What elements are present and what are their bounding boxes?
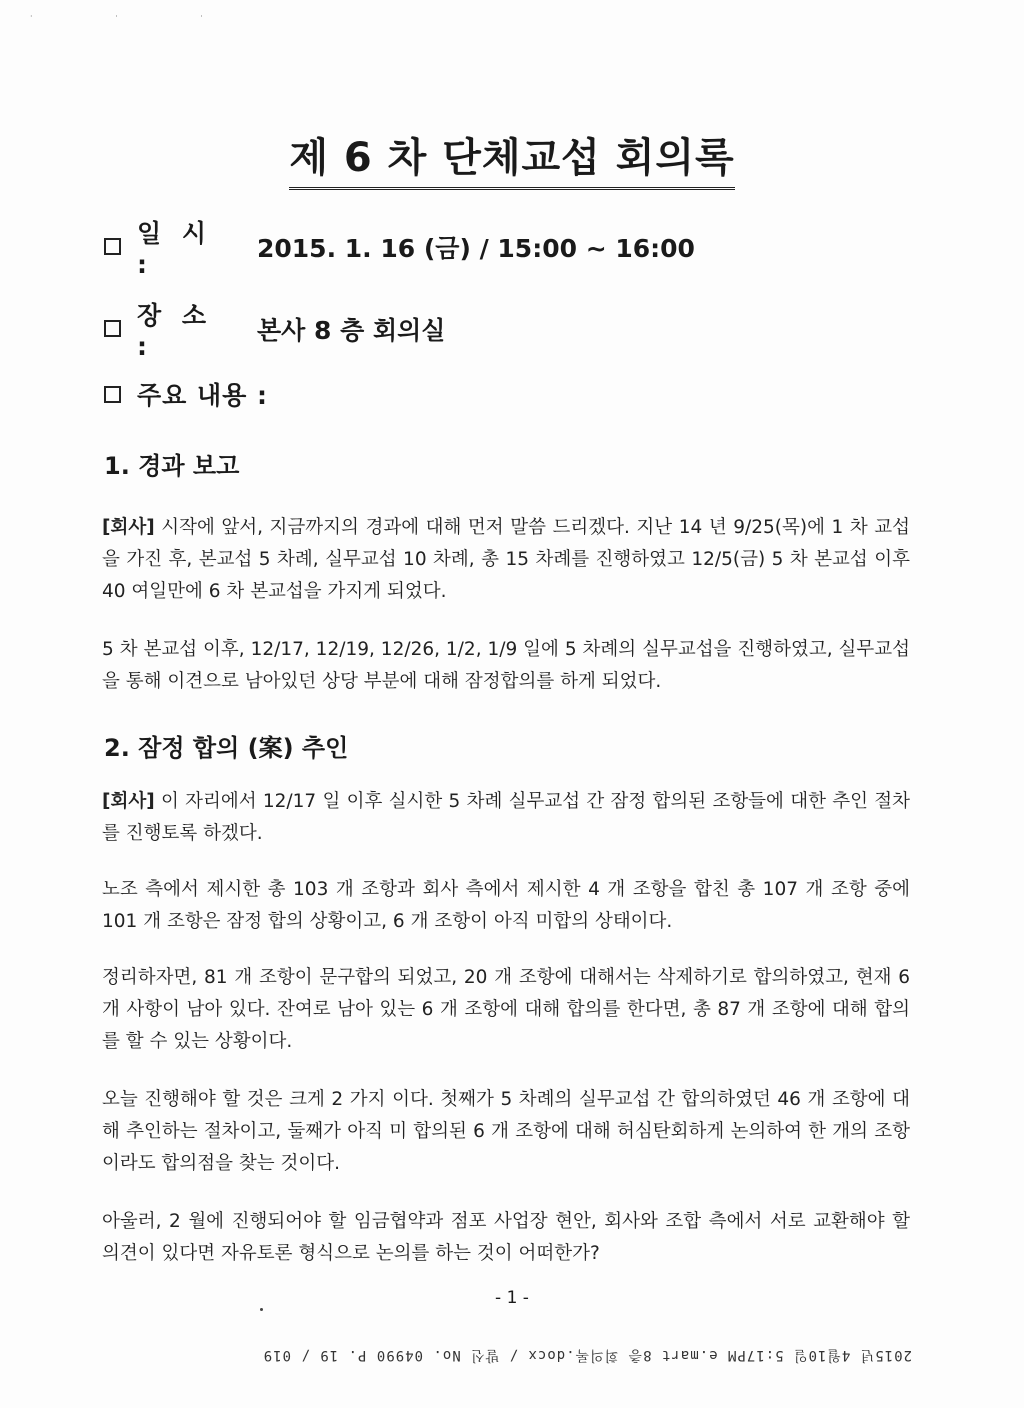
paragraph-text: 아울러, 2 월에 진행되어야 할 임금협약과 점포 사업장 현안, 회사와 조합 측에서 서로 교환해야 할 의견이 있다면 자유토론 형식으로 논의를 하는 것이 어떠한가? [102,1211,910,1264]
paragraph-4 [102,874,910,938]
meta-content-row [104,376,268,412]
paragraph-text: 이 자리에서 12/17 일 이후 실시한 5 차례 실무교섭 간 잠정 합의된 조항들에 대한 추인 절차를 진행토록 하겠다. [102,791,910,844]
section-heading-2: 2. 잠정 합의 (案) 추인 [104,734,349,762]
place-label: 장 소 : [137,301,213,361]
scan-dot [260,1308,263,1311]
date-value: 2015. 1. 16 (금) / 15:00 ~ 16:00 [257,233,695,263]
place-value: 본사 8 층 회의실 [257,315,446,345]
paragraph-6 [102,1084,910,1180]
paragraph-1 [102,512,910,608]
speaker-label: [회사] [102,517,155,538]
meta-date-row [104,214,695,279]
checkbox-square-icon [104,238,121,255]
date-label: 일 시 : [137,219,213,279]
document-title-wrap [0,126,1024,190]
checkbox-square-icon [104,320,121,337]
content-label: 주요 내용 : [137,381,269,410]
paragraph-text: 노조 측에서 제시한 총 103 개 조항과 회사 측에서 제시한 4 개 조항을 합친 총 107 개 조항 중에 101 개 조항은 잠정 합의 상황이고, 6 개 조항이 아직 미합의 상태이다. [102,879,910,932]
scan-specks: · · · [30,12,243,21]
speaker-label: [회사] [102,791,155,812]
paragraph-text: 오늘 진행해야 할 것은 크게 2 가지 이다. 첫째가 5 차례의 실무교섭 간 합의하였던 46 개 조항에 대해 추인하는 절차이고, 둘째가 아직 미 합의된 6 개 조항에 대해 허심탄회하게 논의하여 한 개의 조항이라도 합의점을 찾는 것이다. [102,1089,910,1174]
paragraph-2 [102,634,910,698]
fax-transmission-header: 2015년 4월10일 5:17PM e.mart 8층 회의록.docx / 발신 No. 04990 P. 19 / 019 [262,1347,912,1363]
paragraph-text: 정리하자면, 81 개 조항이 문구합의 되었고, 20 개 조항에 대해서는 삭제하기로 합의하였고, 현재 6 개 사항이 남아 있다. 잔여로 남아 있는 6 개 조항에 대해 합의를 한다면, 총 87 개 조항에 대해 합의를 할 수 있는 상황이다. [102,967,910,1052]
checkbox-square-icon [104,386,121,403]
document-title: 제 6 차 단체교섭 회의록 [289,126,734,190]
paragraph-text: 5 차 본교섭 이후, 12/17, 12/19, 12/26, 1/2, 1/9 일에 5 차례의 실무교섭을 진행하였고, 실무교섭을 통해 이견으로 남아있던 상당 부분에 대해 잠정합의를 하게 되었다. [102,639,910,692]
section-heading-1: 1. 경과 보고 [104,452,240,480]
meta-place-row [104,296,445,361]
page-number: - 1 - [495,1288,529,1308]
paragraph-text: 시작에 앞서, 지금까지의 경과에 대해 먼저 말씀 드리겠다. 지난 14 년 9/25(목)에 1 차 교섭을 가진 후, 본교섭 5 차례, 실무교섭 10 차례, 총 15 차례를 진행하였고 12/5(금) 5 차 본교섭 이후 40 여일만에 6 차 본교섭을 가지게 되었다. [102,517,910,602]
paragraph-5 [102,962,910,1058]
paragraph-7 [102,1206,910,1270]
paragraph-3 [102,786,910,850]
